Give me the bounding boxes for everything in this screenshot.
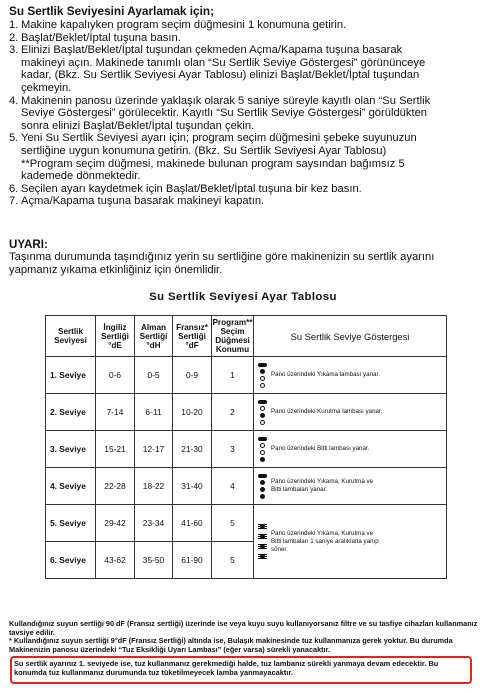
step-number: 7. [9, 195, 19, 208]
table-row [46, 468, 447, 505]
table-cell-dh: 12-17 [135, 431, 173, 468]
table-header-cell: Alman Sertliği °dH [135, 316, 173, 357]
table-cell-df: 21-30 [173, 431, 212, 468]
indicator-lamps [258, 436, 267, 463]
lamp-on-icon [260, 457, 265, 462]
step-item [9, 195, 479, 208]
table-cell-indicator [254, 468, 447, 505]
step-text: Makine kapalıyken program seçim düğmesini 1 konumuna getirin. [21, 19, 347, 31]
table-cell-pos: 3 [212, 431, 254, 468]
lamp-off-icon [260, 420, 265, 425]
salt-lamp-icon [258, 437, 267, 441]
lamp-on-icon [260, 480, 265, 485]
step-text: Yeni Su Sertlik Seviyesi ayarı için; program seçim düğmesini şebeke suyunuzun sertliğine uygun konumuna getirin. (Bkz. Su Sertlik Seviyesi Ayar Tablosu) **Program seçim düğmesi, makinede bulunan program saysından bağımsız 5 kademede dönmektedir. [21, 132, 417, 183]
step-number: 3. [9, 44, 19, 57]
table-cell-df: 10-20 [173, 394, 212, 431]
lamp-on-icon [260, 369, 265, 374]
footnotes [9, 620, 479, 654]
indicator-text: Pano üzerindeki Yıkama lambası yanar. [271, 371, 380, 378]
table-cell-de: 15-21 [96, 431, 135, 468]
table-cell-dh: 35-50 [135, 542, 173, 579]
table-cell-pos: 2 [212, 394, 254, 431]
table-header-cell: Program** Seçim Düğmesi Konumu [212, 316, 254, 357]
blinking-lamp-icon [259, 553, 267, 561]
step-item [9, 19, 479, 32]
table-row [46, 431, 447, 468]
indicator-text: Pano üzerindeki Yıkama, Kurutma ve Bitti lambaları yanar. [271, 478, 374, 493]
step-number: 5. [9, 132, 19, 145]
indicator-lamps [258, 473, 267, 500]
table-cell-dh: 18-22 [135, 468, 173, 505]
table-cell-pos: 5 [212, 505, 254, 542]
table-cell-level: 4. Seviye [46, 468, 96, 505]
table-cell-de: 29-42 [96, 505, 135, 542]
step-text: Başlat/Beklet/İptal tuşuna basın. [21, 31, 181, 44]
salt-lamp-icon [258, 363, 267, 367]
table-cell-df: 61-90 [173, 542, 212, 579]
indicator-lamps [258, 399, 267, 426]
footnote: * Kullandığınız suyun sertliği 9°dF (Fransız Sertliği) altında ise, Bulaşık makinesinde tuz kullanmanıza gerek yoktur. Bu durumda Makinenizin panosu üzerindeki “Tuz Eksikliği Uyarı Lambası” (eğer varsa) sürekli yanacaktır. [9, 636, 453, 654]
step-item [9, 183, 479, 196]
table-header-cell: Sertlik Seviyesi [46, 316, 96, 357]
table-cell-de: 43-62 [96, 542, 135, 579]
salt-lamp-icon [258, 400, 267, 404]
table-cell-df: 0-9 [173, 357, 212, 394]
table-row [46, 394, 447, 431]
table-cell-indicator [254, 431, 447, 468]
steps-list [9, 19, 479, 208]
footnote: Kullandığınız suyun sertliği 90 dF (Fransız sertliği) üzerinde ise veya kuyu suyu kullanıyorsanız filtre ve su tasfiye cihazları kullanmanız tavsiye edilir. [9, 619, 478, 637]
indicator-lamps [258, 362, 267, 389]
indicator-text: Pano üzerindeki Bitti lambası yanar. [271, 445, 370, 452]
lamp-off-icon [260, 376, 265, 381]
table-cell-pos: 4 [212, 468, 254, 505]
water-hardness-table [45, 315, 447, 579]
lamp-on-icon [260, 494, 265, 499]
step-item [9, 32, 479, 45]
indicator-lamps [258, 522, 267, 562]
table-cell-level: 5. Seviye [46, 505, 96, 542]
blinking-lamp-icon [259, 543, 267, 551]
table-cell-level: 1. Seviye [46, 357, 96, 394]
table-cell-indicator [254, 357, 447, 394]
step-item [9, 95, 479, 133]
section-title: Su Sertlik Seviyesini Ayarlamak için; [9, 4, 215, 18]
table-cell-level: 6. Seviye [46, 542, 96, 579]
blinking-lamp-icon [259, 533, 267, 541]
warning-text: Taşınma durumunda taşındığınız yerin su sertliğine göre makinenizin su sertlik ayarını yapmanız yıkama etkinliğiniz için önemlidir. [9, 251, 435, 276]
table-cell-df: 41-60 [173, 505, 212, 542]
indicator-text: Pano üzerindeki Yıkama, Kurutma ve Bitti lambaları 1 saniye aralıklarla yanıp söner. [271, 529, 379, 553]
highlight-text: Su sertlik ayarınız 1. seviyede ise, tuz kullanmanız gerekmediği halde, tuz lambanız sürekli yanmaya devam edecektir. Bu konumda tuz kullanmanız durumunda tuz tüketilmeyecek lamba yanmayacaktır. [14, 659, 439, 677]
lamp-off-icon [260, 450, 265, 455]
table-cell-indicator [254, 505, 447, 579]
table-cell-de: 22-28 [96, 468, 135, 505]
lamp-on-icon [260, 413, 265, 418]
step-item [9, 44, 479, 94]
table-title: Su Sertlik Seviyesi Ayar Tablosu [149, 291, 337, 303]
table-header-row [46, 316, 447, 357]
table-cell-pos: 5 [212, 542, 254, 579]
step-number: 4. [9, 94, 19, 107]
step-text: Açma/Kapama tuşuna basarak makineyi kapatın. [21, 195, 265, 208]
blinking-lamp-icon [259, 523, 267, 531]
table-header-cell: İngiliz Sertliği °dE [96, 316, 135, 357]
lamp-off-icon [260, 406, 265, 411]
step-text: Makinenin panosu üzerinde yaklaşık olarak 5 saniye süreyle kayıtlı olan “Su Sertlik Seviye Göstergesi” görülecektir. Kayıtlı “Su Sertlik Seviye Göstergesi” görüldükten sonra elinizi Başlat/Beklet/İptal tuşundan çekin. [21, 94, 431, 132]
lamp-off-icon [260, 383, 265, 388]
table-cell-de: 7-14 [96, 394, 135, 431]
table-cell-level: 3. Seviye [46, 431, 96, 468]
table-cell-dh: 23-34 [135, 505, 173, 542]
salt-lamp-icon [258, 474, 267, 478]
table-cell-pos: 1 [212, 357, 254, 394]
table-body [46, 357, 447, 579]
indicator-text: Pano üzerindeki Kurutma lambası yanar. [271, 408, 383, 415]
table-cell-indicator [254, 394, 447, 431]
step-number: 1. [9, 19, 19, 31]
lamp-off-icon [260, 443, 265, 448]
table-cell-dh: 6-11 [135, 394, 173, 431]
table-cell-dh: 0-5 [135, 357, 173, 394]
table-row [46, 505, 447, 542]
step-number: 6. [9, 182, 19, 195]
table-header-cell: Fransız* Sertliği °dF [173, 316, 212, 357]
warning-heading: UYARI: [9, 238, 48, 251]
table-cell-df: 31-40 [173, 468, 212, 505]
lamp-on-icon [260, 487, 265, 492]
table-cell-de: 0-6 [96, 357, 135, 394]
step-number: 2. [9, 31, 19, 44]
step-text: Elinizi Başlat/Beklet/İptal tuşundan çekmeden Açma/Kapama tuşuna basarak makineyi açın. Makinede tanımlı olan “Su Sertlik Seviye Göstergesi” görününceye kadar, (Bkz. Su Sertlik Seviyesi Ayar Tablosu) elinizi Başlat/Beklet/İptal tuşundan çekmeyin. [21, 44, 426, 94]
step-item [9, 132, 479, 182]
table-cell-level: 2. Seviye [46, 394, 96, 431]
table-row [46, 357, 447, 394]
table-header-cell: Su Sertlik Seviye Göstergesi [254, 316, 447, 357]
step-text: Seçilen ayarı kaydetmek için Başlat/Beklet/İptal tuşuna bir kez basın. [21, 182, 362, 195]
